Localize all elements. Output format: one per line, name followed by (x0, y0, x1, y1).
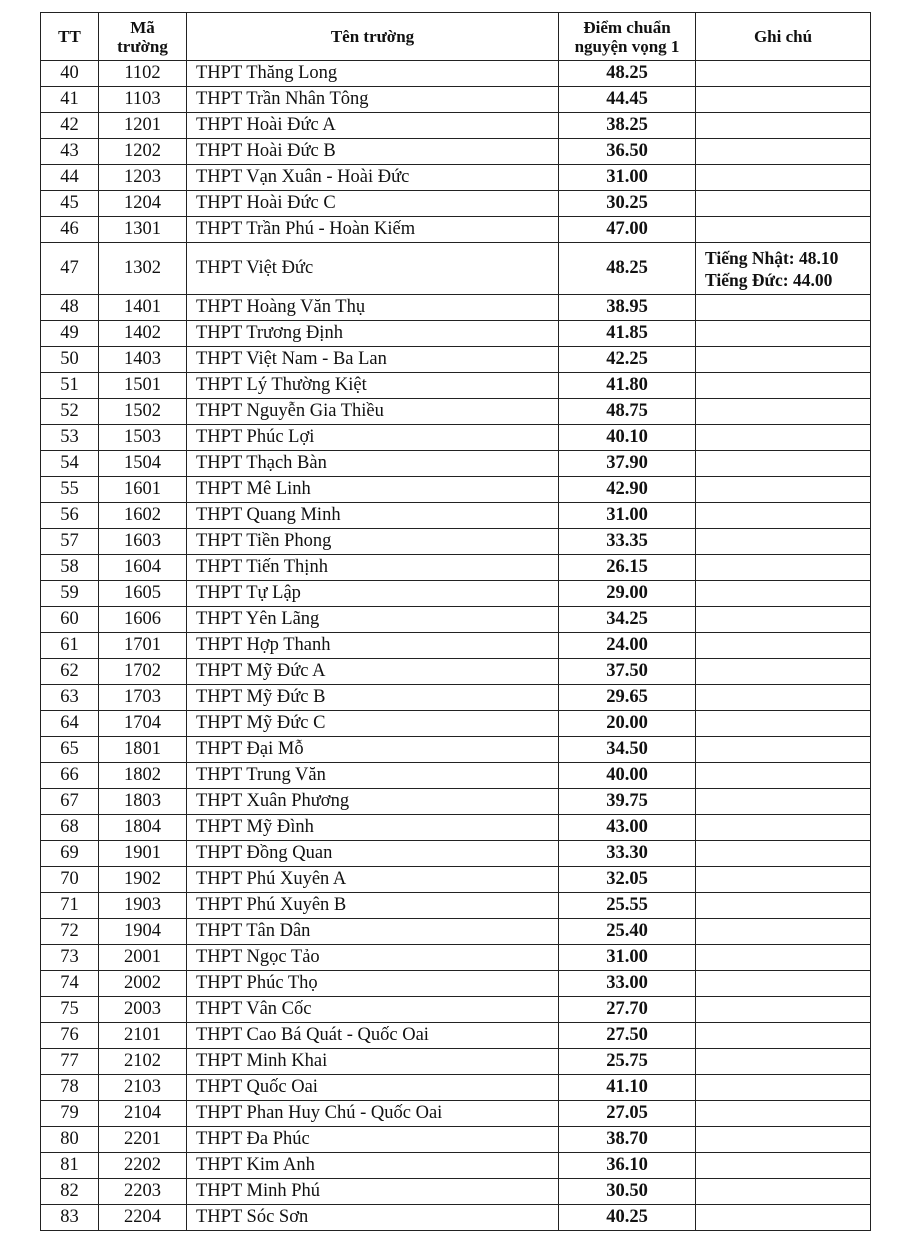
school-code: 1503 (99, 425, 187, 451)
school-name: THPT Thăng Long (187, 61, 559, 87)
row-number: 83 (41, 1205, 99, 1231)
table-row (41, 321, 871, 347)
school-code: 1804 (99, 815, 187, 841)
school-name: THPT Vạn Xuân - Hoài Đức (187, 165, 559, 191)
school-code: 1603 (99, 529, 187, 555)
school-code: 1403 (99, 347, 187, 373)
row-number: 47 (41, 243, 99, 295)
table-row (41, 165, 871, 191)
school-code: 1703 (99, 685, 187, 711)
row-number: 42 (41, 113, 99, 139)
cutoff-score: 27.50 (559, 1023, 696, 1049)
table-row (41, 217, 871, 243)
cutoff-score: 31.00 (559, 503, 696, 529)
cutoff-score: 37.90 (559, 451, 696, 477)
cutoff-score: 41.80 (559, 373, 696, 399)
table-row (41, 971, 871, 997)
school-code: 1302 (99, 243, 187, 295)
school-code: 1904 (99, 919, 187, 945)
cutoff-score: 47.00 (559, 217, 696, 243)
table-row (41, 711, 871, 737)
school-code: 1701 (99, 633, 187, 659)
table-row (41, 243, 871, 295)
school-code: 1803 (99, 789, 187, 815)
table-row (41, 1205, 871, 1231)
row-number: 56 (41, 503, 99, 529)
table-row (41, 399, 871, 425)
school-name: THPT Trung Văn (187, 763, 559, 789)
note-cell (696, 997, 871, 1023)
row-number: 67 (41, 789, 99, 815)
school-name: THPT Ngọc Tảo (187, 945, 559, 971)
admission-score-table (40, 12, 871, 1231)
school-code: 1202 (99, 139, 187, 165)
school-name: THPT Tiền Phong (187, 529, 559, 555)
note-cell (696, 321, 871, 347)
school-name: THPT Yên Lãng (187, 607, 559, 633)
note-cell (696, 165, 871, 191)
note-cell (696, 581, 871, 607)
table-row (41, 295, 871, 321)
table-row (41, 113, 871, 139)
school-code: 1402 (99, 321, 187, 347)
note-cell (696, 191, 871, 217)
table-row (41, 763, 871, 789)
school-code: 2102 (99, 1049, 187, 1075)
school-code: 1702 (99, 659, 187, 685)
school-code: 2104 (99, 1101, 187, 1127)
header-code-line2: trường (117, 36, 168, 56)
row-number: 54 (41, 451, 99, 477)
row-number: 77 (41, 1049, 99, 1075)
cutoff-score: 33.30 (559, 841, 696, 867)
table-row (41, 191, 871, 217)
school-name: THPT Quang Minh (187, 503, 559, 529)
school-code: 1103 (99, 87, 187, 113)
cutoff-score: 48.25 (559, 61, 696, 87)
table-row (41, 1153, 871, 1179)
cutoff-score: 20.00 (559, 711, 696, 737)
school-name: THPT Việt Nam - Ba Lan (187, 347, 559, 373)
table-row (41, 1127, 871, 1153)
note-cell (696, 87, 871, 113)
school-code: 1903 (99, 893, 187, 919)
header-score-line1: Điểm chuẩn (583, 17, 671, 37)
cutoff-score: 42.90 (559, 477, 696, 503)
header-school-name: Tên trường (187, 13, 559, 61)
row-number: 40 (41, 61, 99, 87)
school-name: THPT Trần Phú - Hoàn Kiếm (187, 217, 559, 243)
cutoff-score: 24.00 (559, 633, 696, 659)
note-cell (696, 893, 871, 919)
school-code: 1606 (99, 607, 187, 633)
school-code: 1501 (99, 373, 187, 399)
school-name: THPT Xuân Phương (187, 789, 559, 815)
table-row (41, 425, 871, 451)
school-code: 2002 (99, 971, 187, 997)
cutoff-score: 30.25 (559, 191, 696, 217)
school-name: THPT Việt Đức (187, 243, 559, 295)
school-code: 2204 (99, 1205, 187, 1231)
note-cell (696, 1179, 871, 1205)
table-row (41, 373, 871, 399)
table-row (41, 87, 871, 113)
row-number: 74 (41, 971, 99, 997)
school-name: THPT Phúc Lợi (187, 425, 559, 451)
cutoff-score: 29.65 (559, 685, 696, 711)
row-number: 50 (41, 347, 99, 373)
cutoff-score: 38.95 (559, 295, 696, 321)
cutoff-score: 25.40 (559, 919, 696, 945)
note-cell (696, 139, 871, 165)
row-number: 80 (41, 1127, 99, 1153)
row-number: 57 (41, 529, 99, 555)
school-name: THPT Minh Khai (187, 1049, 559, 1075)
school-code: 1802 (99, 763, 187, 789)
table-row (41, 1075, 871, 1101)
header-tt: TT (41, 13, 99, 61)
school-name: THPT Đại Mỗ (187, 737, 559, 763)
cutoff-score: 40.25 (559, 1205, 696, 1231)
note-cell (696, 685, 871, 711)
header-code-line1: Mã (130, 17, 155, 37)
cutoff-score: 26.15 (559, 555, 696, 581)
table-row (41, 867, 871, 893)
note-cell (696, 971, 871, 997)
table-row (41, 815, 871, 841)
note-cell (696, 425, 871, 451)
note-line: Tiếng Nhật: 48.10 (705, 247, 839, 268)
school-name: THPT Vân Cốc (187, 997, 559, 1023)
note-cell (696, 1023, 871, 1049)
school-code: 2101 (99, 1023, 187, 1049)
cutoff-score: 36.10 (559, 1153, 696, 1179)
table-row (41, 945, 871, 971)
table-row (41, 789, 871, 815)
row-number: 46 (41, 217, 99, 243)
cutoff-score: 25.75 (559, 1049, 696, 1075)
header-cutoff-score (559, 13, 696, 61)
school-name: THPT Minh Phú (187, 1179, 559, 1205)
note-cell (696, 217, 871, 243)
school-code: 1604 (99, 555, 187, 581)
school-name: THPT Nguyễn Gia Thiều (187, 399, 559, 425)
table-body (41, 61, 871, 1231)
header-school-code (99, 13, 187, 61)
note-cell (696, 815, 871, 841)
school-code: 1502 (99, 399, 187, 425)
cutoff-score: 43.00 (559, 815, 696, 841)
school-name: THPT Hoài Đức A (187, 113, 559, 139)
row-number: 44 (41, 165, 99, 191)
school-name: THPT Phan Huy Chú - Quốc Oai (187, 1101, 559, 1127)
school-code: 2103 (99, 1075, 187, 1101)
note-cell (696, 945, 871, 971)
row-number: 60 (41, 607, 99, 633)
school-code: 1601 (99, 477, 187, 503)
note-cell (696, 529, 871, 555)
table-row (41, 633, 871, 659)
row-number: 79 (41, 1101, 99, 1127)
cutoff-score: 37.50 (559, 659, 696, 685)
table-row (41, 61, 871, 87)
row-number: 73 (41, 945, 99, 971)
row-number: 68 (41, 815, 99, 841)
school-name: THPT Sóc Sơn (187, 1205, 559, 1231)
table-row (41, 893, 871, 919)
school-name: THPT Trương Định (187, 321, 559, 347)
school-code: 1201 (99, 113, 187, 139)
note-cell (696, 1127, 871, 1153)
table-row (41, 529, 871, 555)
row-number: 66 (41, 763, 99, 789)
school-code: 1801 (99, 737, 187, 763)
row-number: 49 (41, 321, 99, 347)
note-cell (696, 1205, 871, 1231)
school-name: THPT Đa Phúc (187, 1127, 559, 1153)
note-cell (696, 633, 871, 659)
row-number: 81 (41, 1153, 99, 1179)
cutoff-score: 38.70 (559, 1127, 696, 1153)
cutoff-score: 48.75 (559, 399, 696, 425)
school-name: THPT Thạch Bàn (187, 451, 559, 477)
school-name: THPT Mỹ Đức B (187, 685, 559, 711)
row-number: 61 (41, 633, 99, 659)
row-number: 51 (41, 373, 99, 399)
note-cell (696, 295, 871, 321)
table-row (41, 1023, 871, 1049)
school-code: 1203 (99, 165, 187, 191)
cutoff-score: 25.55 (559, 893, 696, 919)
cutoff-score: 33.00 (559, 971, 696, 997)
row-number: 41 (41, 87, 99, 113)
school-name: THPT Phú Xuyên B (187, 893, 559, 919)
note-cell (696, 451, 871, 477)
school-code: 1301 (99, 217, 187, 243)
school-code: 2203 (99, 1179, 187, 1205)
school-name: THPT Kim Anh (187, 1153, 559, 1179)
row-number: 69 (41, 841, 99, 867)
table-row (41, 139, 871, 165)
note-cell (696, 867, 871, 893)
row-number: 70 (41, 867, 99, 893)
note-line: Tiếng Đức: 44.00 (705, 269, 833, 290)
table-row (41, 503, 871, 529)
header-note: Ghi chú (696, 13, 871, 61)
note-cell (696, 659, 871, 685)
table-row (41, 737, 871, 763)
note-cell (696, 61, 871, 87)
note-cell (696, 503, 871, 529)
school-code: 1401 (99, 295, 187, 321)
school-name: THPT Mỹ Đức C (187, 711, 559, 737)
cutoff-score: 48.25 (559, 243, 696, 295)
row-number: 72 (41, 919, 99, 945)
school-name: THPT Tân Dân (187, 919, 559, 945)
note-cell (696, 919, 871, 945)
row-number: 43 (41, 139, 99, 165)
cutoff-score: 29.00 (559, 581, 696, 607)
school-name: THPT Lý Thường Kiệt (187, 373, 559, 399)
note-cell (696, 763, 871, 789)
table-row (41, 685, 871, 711)
school-name: THPT Mê Linh (187, 477, 559, 503)
school-code: 1704 (99, 711, 187, 737)
note-cell (696, 1101, 871, 1127)
school-name: THPT Hoài Đức C (187, 191, 559, 217)
school-code: 2001 (99, 945, 187, 971)
note-cell (696, 477, 871, 503)
note-cell (696, 1075, 871, 1101)
school-name: THPT Quốc Oai (187, 1075, 559, 1101)
table-row (41, 1179, 871, 1205)
table-row (41, 607, 871, 633)
cutoff-score: 41.10 (559, 1075, 696, 1101)
note-cell (696, 555, 871, 581)
school-code: 1605 (99, 581, 187, 607)
header-score-line2: nguyện vọng 1 (574, 36, 680, 56)
note-cell (696, 347, 871, 373)
school-name: THPT Tiến Thịnh (187, 555, 559, 581)
table-row (41, 555, 871, 581)
note-cell (696, 113, 871, 139)
school-code: 2003 (99, 997, 187, 1023)
cutoff-score: 27.05 (559, 1101, 696, 1127)
table-row (41, 477, 871, 503)
note-cell (696, 243, 871, 295)
school-name: THPT Hoàng Văn Thụ (187, 295, 559, 321)
note-cell (696, 737, 871, 763)
row-number: 59 (41, 581, 99, 607)
row-number: 48 (41, 295, 99, 321)
note-cell (696, 1049, 871, 1075)
row-number: 53 (41, 425, 99, 451)
school-name: THPT Phúc Thọ (187, 971, 559, 997)
school-code: 2201 (99, 1127, 187, 1153)
row-number: 52 (41, 399, 99, 425)
row-number: 58 (41, 555, 99, 581)
table-row (41, 581, 871, 607)
row-number: 55 (41, 477, 99, 503)
cutoff-score: 42.25 (559, 347, 696, 373)
school-name: THPT Hợp Thanh (187, 633, 559, 659)
row-number: 62 (41, 659, 99, 685)
cutoff-score: 40.10 (559, 425, 696, 451)
school-name: THPT Đồng Quan (187, 841, 559, 867)
note-cell (696, 841, 871, 867)
school-code: 1902 (99, 867, 187, 893)
table-row (41, 1101, 871, 1127)
table-row (41, 1049, 871, 1075)
school-name: THPT Cao Bá Quát - Quốc Oai (187, 1023, 559, 1049)
table-row (41, 347, 871, 373)
cutoff-score: 40.00 (559, 763, 696, 789)
cutoff-score: 39.75 (559, 789, 696, 815)
school-name: THPT Mỹ Đức A (187, 659, 559, 685)
table-row (41, 451, 871, 477)
note-cell (696, 711, 871, 737)
row-number: 63 (41, 685, 99, 711)
note-cell (696, 1153, 871, 1179)
school-code: 1102 (99, 61, 187, 87)
cutoff-score: 36.50 (559, 139, 696, 165)
school-code: 1602 (99, 503, 187, 529)
row-number: 76 (41, 1023, 99, 1049)
cutoff-score: 34.50 (559, 737, 696, 763)
table-row (41, 997, 871, 1023)
school-name: THPT Hoài Đức B (187, 139, 559, 165)
note-cell (696, 373, 871, 399)
row-number: 78 (41, 1075, 99, 1101)
school-code: 1901 (99, 841, 187, 867)
cutoff-score: 34.25 (559, 607, 696, 633)
school-name: THPT Trần Nhân Tông (187, 87, 559, 113)
row-number: 65 (41, 737, 99, 763)
table-row (41, 919, 871, 945)
cutoff-score: 31.00 (559, 945, 696, 971)
cutoff-score: 31.00 (559, 165, 696, 191)
table-row (41, 659, 871, 685)
row-number: 45 (41, 191, 99, 217)
school-name: THPT Mỹ Đình (187, 815, 559, 841)
school-code: 1504 (99, 451, 187, 477)
note-cell (696, 789, 871, 815)
school-name: THPT Tự Lập (187, 581, 559, 607)
cutoff-score: 33.35 (559, 529, 696, 555)
school-code: 1204 (99, 191, 187, 217)
school-name: THPT Phú Xuyên A (187, 867, 559, 893)
school-code: 2202 (99, 1153, 187, 1179)
cutoff-score: 30.50 (559, 1179, 696, 1205)
row-number: 82 (41, 1179, 99, 1205)
row-number: 64 (41, 711, 99, 737)
cutoff-score: 27.70 (559, 997, 696, 1023)
note-cell (696, 607, 871, 633)
cutoff-score: 32.05 (559, 867, 696, 893)
table-header-row (41, 13, 871, 61)
cutoff-score: 44.45 (559, 87, 696, 113)
cutoff-score: 38.25 (559, 113, 696, 139)
row-number: 71 (41, 893, 99, 919)
note-cell (696, 399, 871, 425)
cutoff-score: 41.85 (559, 321, 696, 347)
row-number: 75 (41, 997, 99, 1023)
table-row (41, 841, 871, 867)
